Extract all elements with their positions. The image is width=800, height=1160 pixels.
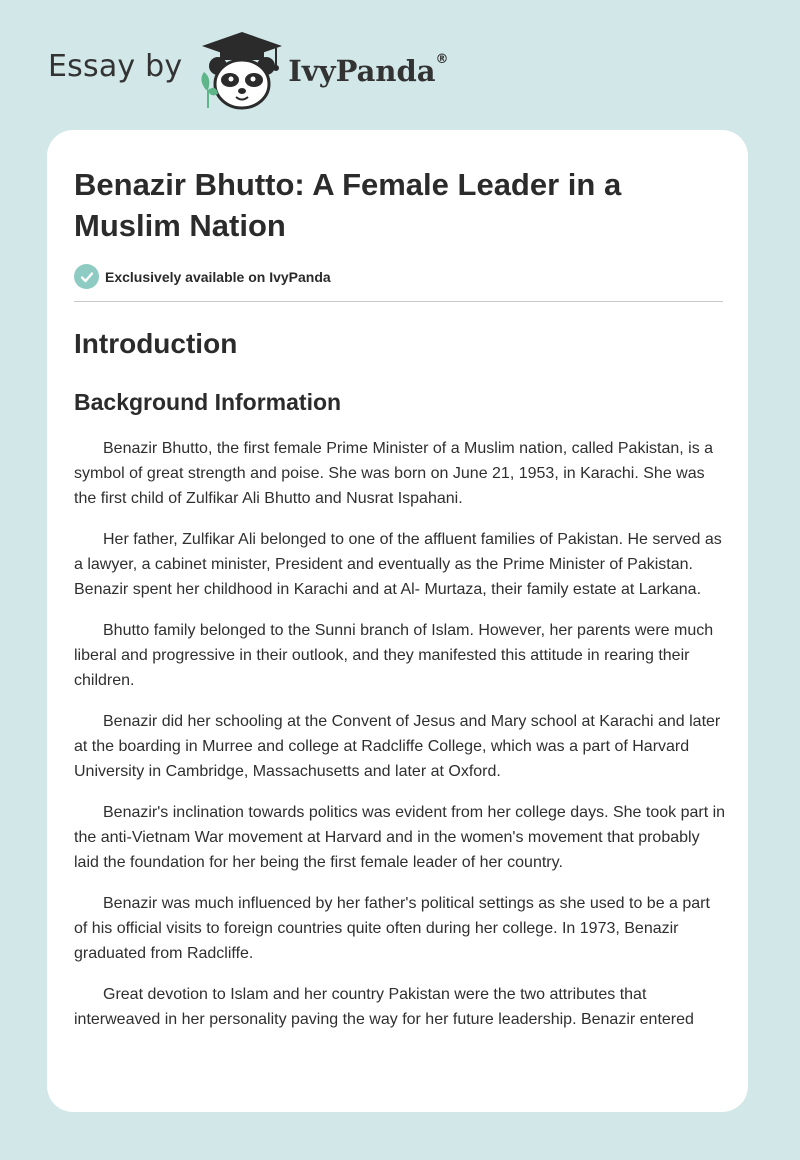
badge-text: Exclusively available on IvyPanda: [105, 268, 331, 285]
essay-title: Benazir Bhutto: A Female Leader in a Muslim Nation: [74, 167, 622, 243]
paragraph: Great devotion to Islam and her country Pakistan were the two attributes that interweaved in her personality paving the way for her future leadership. Benazir entered: [74, 986, 694, 1028]
essay-card: [47, 130, 748, 1112]
paragraph: Benazir's inclination towards politics was evident from her college days. She took part in the anti-Vietnam War movement at Harvard and in the women's movement that probably laid the foundation for her being the first female leader of her country.: [74, 804, 726, 871]
paragraph: Benazir was much influenced by her father's political settings as she used to be a part of his official visits to foreign countries quite often during her college. In 1973, Benazir graduated from Radcliffe.: [74, 895, 710, 962]
paragraph: Benazir did her schooling at the Convent of Jesus and Mary school at Karachi and later at the boarding in Murree and college at Radcliffe College, which was a part of Harvard University in Cambridge, Massachusetts and later at Oxford.: [74, 713, 721, 780]
subsection-heading: Background Information: [74, 389, 342, 415]
ivypanda-wordmark[interactable]: IvyPanda®: [288, 52, 449, 88]
check-icon: [74, 264, 99, 289]
paragraph: Benazir Bhutto, the first female Prime Minister of a Muslim nation, called Pakistan, is a symbol of great strength and poise. She was born on June 21, 1953, in Karachi. She was the first child of Zulfikar Ali Bhutto and Nusrat Ispahani.: [74, 440, 714, 507]
exclusive-badge: [74, 264, 722, 289]
essay-by-label: Essay by: [48, 48, 183, 84]
brand-header: [48, 28, 449, 112]
section-heading: Introduction: [74, 328, 238, 359]
divider: [74, 301, 723, 302]
paragraph: Her father, Zulfikar Ali belonged to one of the affluent families of Pakistan. He served as a lawyer, a cabinet minister, President and eventually as the Prime Minister of Pakistan. Benazir spent her childhood in Karachi and at Al- Murtaza, their family estate at Larkana.: [74, 531, 722, 598]
panda-logo-icon[interactable]: [196, 28, 288, 112]
paragraph: Bhutto family belonged to the Sunni branch of Islam. However, her parents were much liberal and progressive in their outlook, and they manifested this attitude in rearing their children.: [74, 622, 714, 689]
